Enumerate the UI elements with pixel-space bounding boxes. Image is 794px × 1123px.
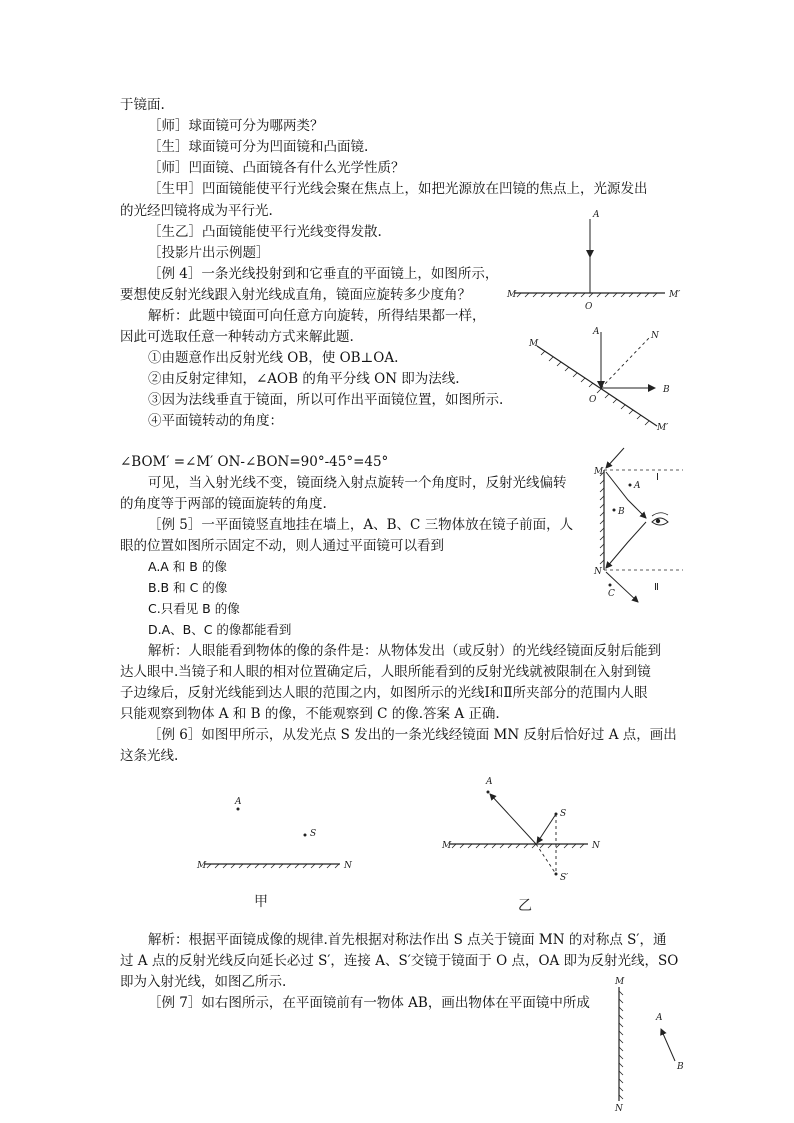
text-line-8: ［投影片出示例题］ <box>148 245 270 261</box>
text-line-31: 这条光线. <box>120 748 179 764</box>
fig4b-label-a: A <box>593 327 600 337</box>
text-line-9: ［例 4］一条光线投射到和它垂直的平面镜上，如图所示， <box>148 266 499 282</box>
eye-icon <box>652 513 668 525</box>
text-line-17: ∠BOM′ =∠M′ ON-∠BON=90°-45°=45° <box>120 454 389 470</box>
fig7-label-m: M <box>615 977 625 987</box>
fig6a-label-m: M <box>197 861 207 871</box>
fig4b-label-m-prime: M′ <box>657 423 669 433</box>
text-line-30: ［例 6］如图甲所示，从发光点 S 发出的一条光线经镜面 MN 反射后恰好过 A 点，画出 <box>148 727 677 743</box>
fig5-label-ray-1: Ⅰ <box>656 472 659 483</box>
fig4b-label-n: N <box>651 331 659 341</box>
text-line-16: ④平面镜转动的角度： <box>148 413 283 429</box>
text-line-3: ［生］球面镜可分为凹面镜和凸面镜. <box>148 139 369 155</box>
text-line-1: 于镜面. <box>120 97 165 113</box>
text-line-4: ［师］凹面镜、凸面镜各有什么光学性质？ <box>148 160 405 176</box>
fig6b-label-s-prime: S′ <box>560 873 569 883</box>
text-line-7: ［生乙］凸面镜能使平行光线变得发散. <box>148 224 382 240</box>
text-line-32: 解析：根据平面镜成像的规律.首先根据对称法作出 S 点关于镜面 MN 的对称点 S′，通 <box>148 932 667 948</box>
fig6a-label-n: N <box>344 861 352 871</box>
text-line-15: ③因为法线垂直于镜面，所以可作出平面镜位置，如图所示. <box>148 392 504 408</box>
fig4a-label-m: M <box>507 290 517 300</box>
text-line-35: ［例 7］如右图所示，在平面镜前有一物体 AB，画出物体在平面镜中所成 <box>148 995 590 1011</box>
fig7-label-n: N <box>615 1104 623 1114</box>
text-line-13: ①由题意作出反射光线 OB，使 OB⊥OA. <box>148 350 399 366</box>
fig5-label-m: M <box>594 467 604 477</box>
option-d: D.A、B、C 的像都能看到 <box>148 622 292 637</box>
figure-example6-yi <box>438 770 613 918</box>
text-line-33: 过 A 点的反射光线反向延长必过 S′，连接 A、S′交镜于镜面于 O 点，OA 即为反射光线，SO <box>120 953 679 969</box>
figure-example6-jia <box>195 792 365 914</box>
text-line-21: 眼的位置如图所示固定不动，则人通过平面镜可以看到 <box>120 538 444 554</box>
fig6b-label-a: A <box>486 777 493 787</box>
fig5-label-c: C <box>608 589 615 599</box>
fig6a-caption: 甲 <box>254 894 268 910</box>
fig4b-label-m: M <box>529 339 539 349</box>
fig5-label-ray-2: Ⅱ <box>654 582 659 593</box>
text-line-20: ［例 5］一平面镜竖直地挂在墙上，A、B、C 三物体放在镜子前面，人 <box>148 517 574 533</box>
fig6b-label-m: M <box>442 841 452 851</box>
text-line-19: 的角度等于两部的镜面旋转的角度. <box>120 496 327 512</box>
fig7-label-a: A <box>656 1013 663 1023</box>
fig6a-label-s: S <box>310 829 317 839</box>
text-line-10: 要想使反射光线跟入射光线成直角，镜面应旋转多少度角？ <box>120 287 471 303</box>
fig6b-label-n: N <box>592 841 600 851</box>
fig4b-label-o: O <box>589 395 597 405</box>
figure-example5 <box>588 440 698 615</box>
text-line-11: 解析：此题中镜面可向任意方向旋转，所得结果都一样， <box>148 308 486 324</box>
fig4a-label-m-prime: M′ <box>669 290 681 300</box>
fig5-label-n: N <box>594 567 602 577</box>
option-a: A.A 和 B 的像 <box>148 559 227 574</box>
text-line-18: 可见，当入射光线不变，镜面绕入射点旋转一个角度时，反射光线偏转 <box>148 475 567 491</box>
fig5-label-a: A <box>634 481 641 491</box>
text-line-12: 因此可选取任意一种转动方式来解此题. <box>120 329 354 345</box>
text-line-6: 的光经凹镜将成为平行光. <box>120 203 273 219</box>
text-line-14: ②由反射定律知，∠AOB 的角平分线 ON 即为法线. <box>148 371 460 387</box>
text-line-34: 即为入射光线，如图乙所示. <box>120 974 287 990</box>
fig6a-label-a: A <box>235 797 242 807</box>
text-line-28: 子边缘后，反射光线能到达人眼的范围之内，如图所示的光线Ⅰ和Ⅱ所夹部分的范围内人眼 <box>120 685 648 701</box>
text-line-2: ［师］球面镜可分为哪两类？ <box>148 118 324 134</box>
text-line-5: ［生甲］凹面镜能使平行光线会聚在焦点上，如把光源放在凹镜的焦点上，光源发出 <box>148 181 648 197</box>
text-line-29: 只能观察到物体 A 和 B 的像，不能观察到 C 的像.答案 A 正确. <box>120 706 500 722</box>
text-line-26: 解析：人眼能看到物体的像的条件是：从物体发出（或反射）的光线经镜面反射后能到 <box>148 643 661 659</box>
fig4b-label-b: B <box>663 385 670 395</box>
fig5-label-b: B <box>618 507 625 517</box>
fig6b-caption: 乙 <box>518 898 532 914</box>
fig7-label-b: B <box>677 1062 684 1072</box>
figure-example4-a <box>505 205 685 315</box>
figure-example4-b <box>525 322 675 432</box>
fig6b-label-s: S <box>560 809 567 819</box>
figure-example7 <box>605 975 695 1113</box>
option-b: B.B 和 C 的像 <box>148 580 228 595</box>
fig4a-label-o: O <box>585 302 593 312</box>
fig4a-label-a: A <box>593 210 600 220</box>
option-c: C.只看见 B 的像 <box>148 601 240 616</box>
text-line-27: 达人眼中.当镜子和人眼的相对位置确定后，人眼所能看到的反射光线就被限制在入射到镜 <box>120 664 651 680</box>
